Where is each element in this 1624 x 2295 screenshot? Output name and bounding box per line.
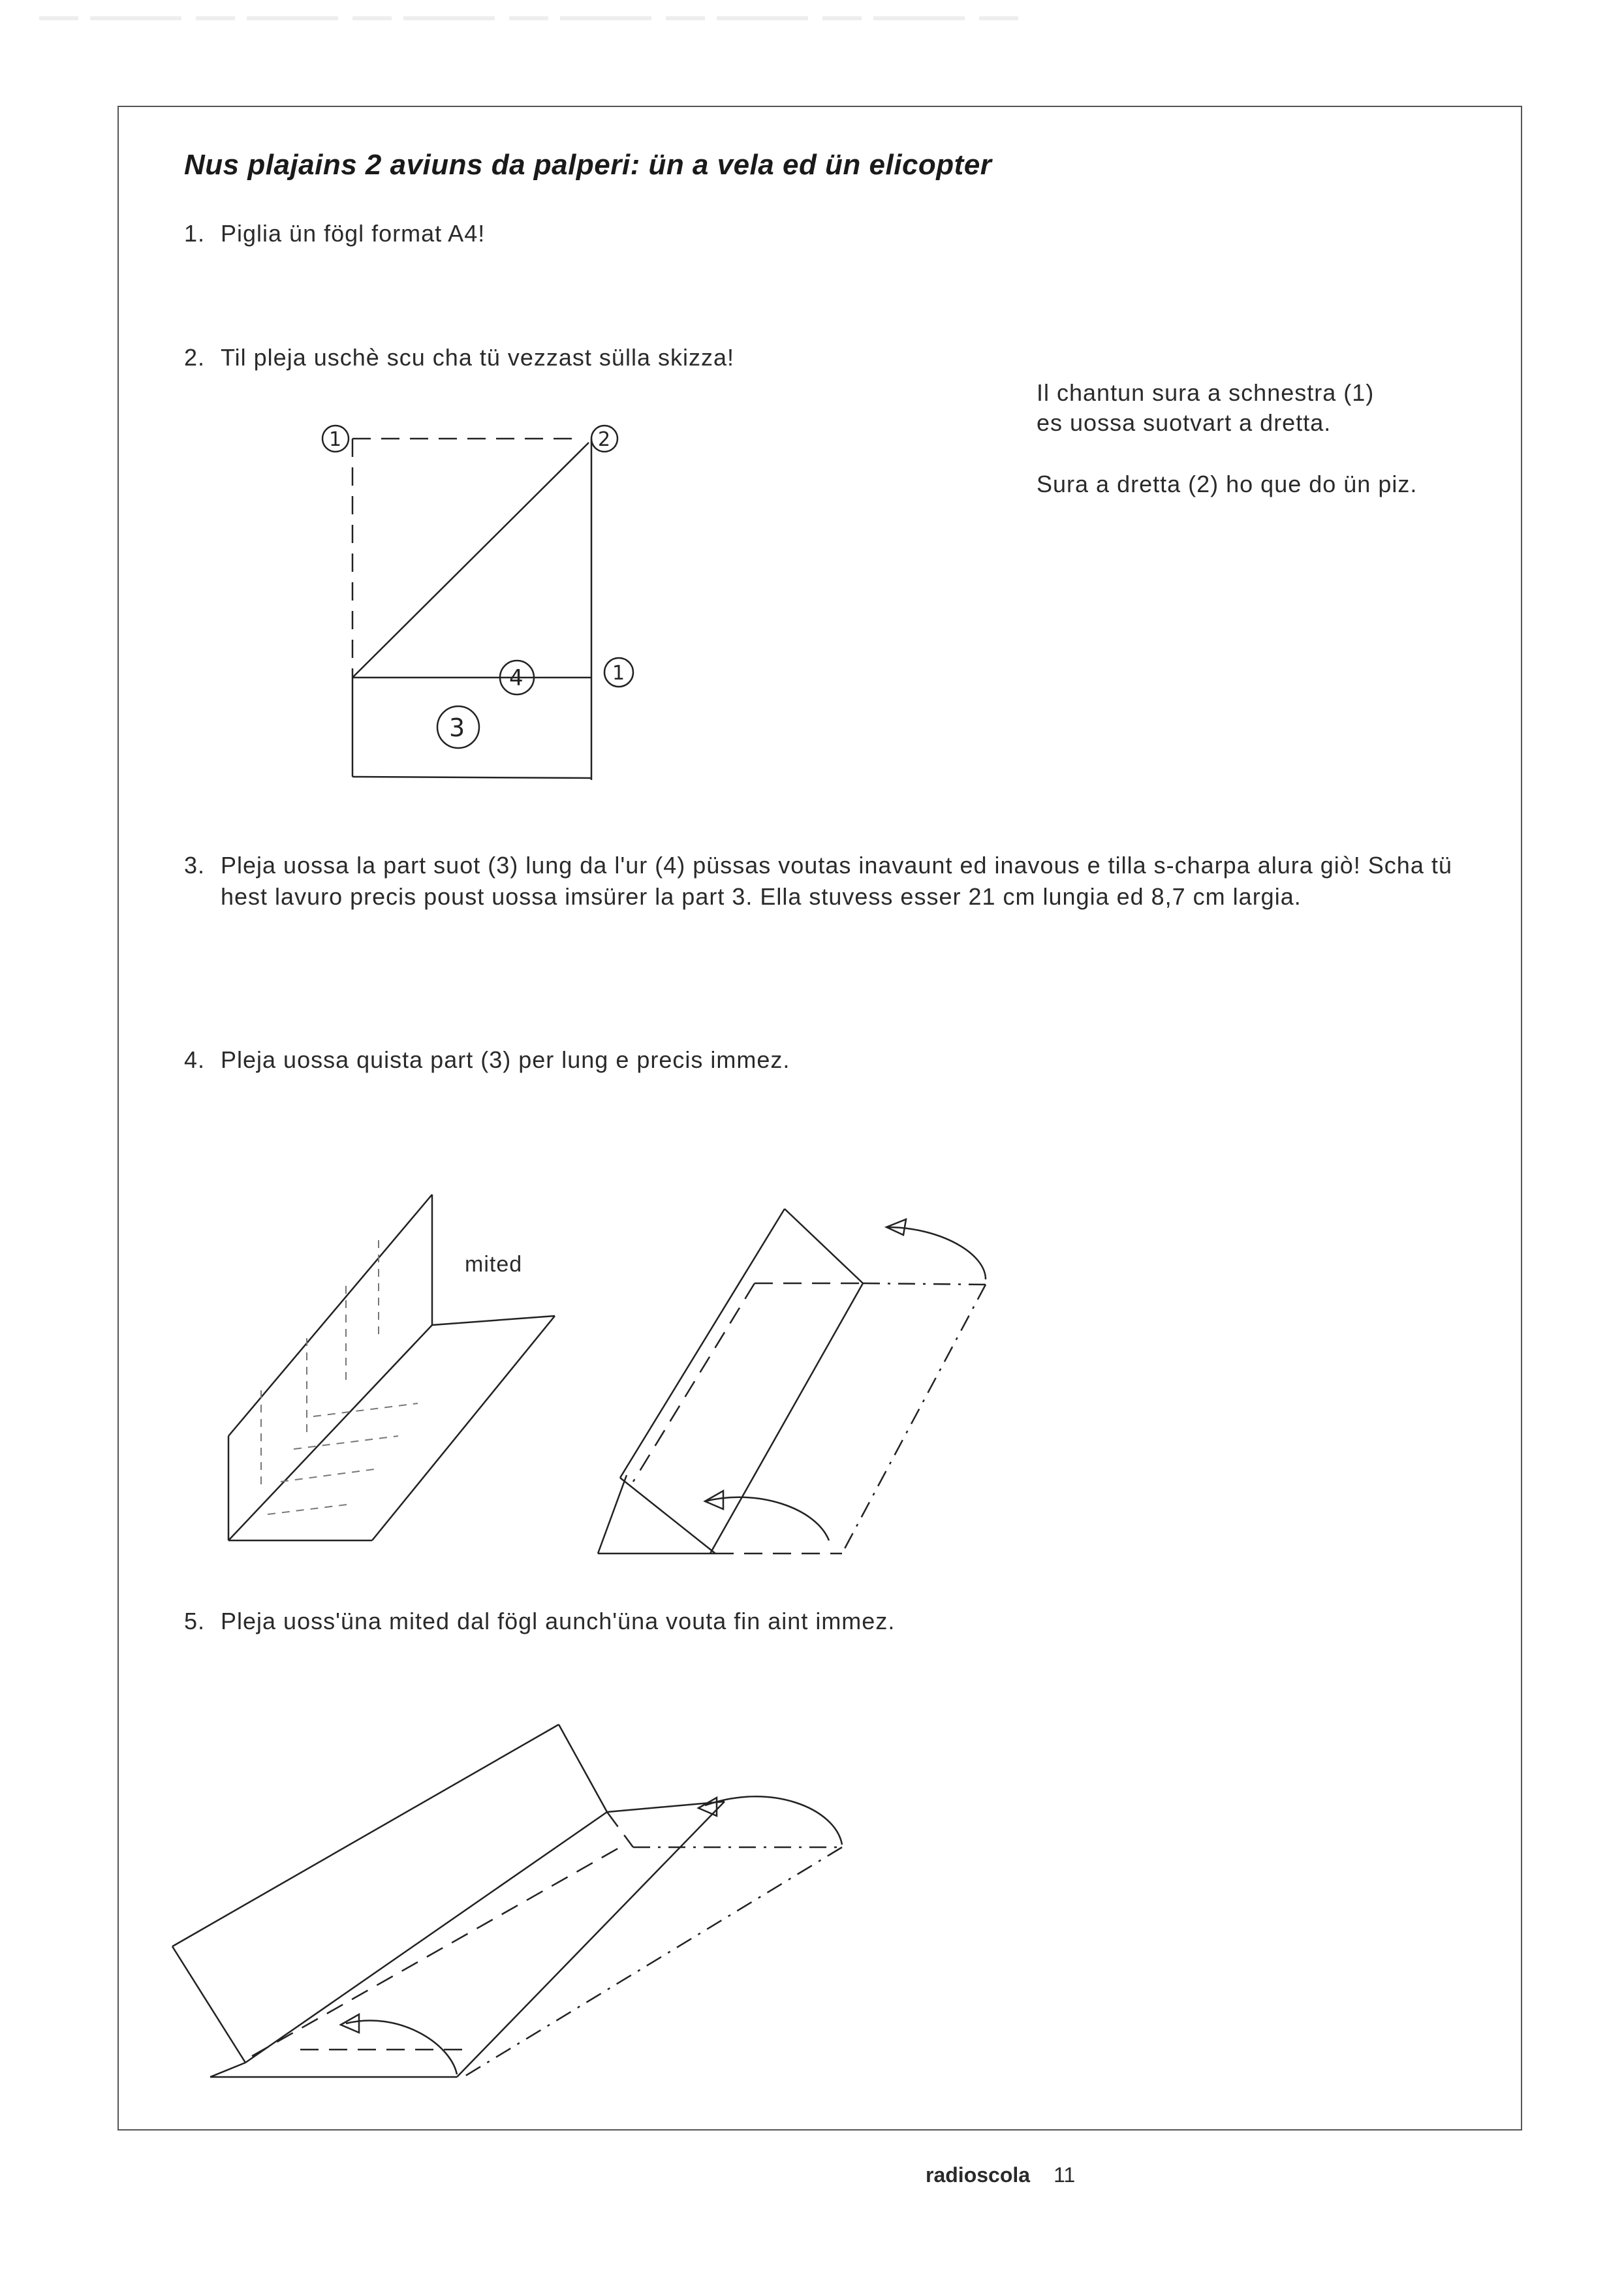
marker-label-4: 4 xyxy=(509,665,523,691)
sketch-diagonal-fold xyxy=(352,443,589,678)
step-5-text: Pleja uoss'üna mited dal fögl aunch'üna vouta fin aint immez. xyxy=(221,1608,896,1634)
sketch-bottom-edge xyxy=(352,777,591,778)
wing-inner-edge xyxy=(620,1478,715,1553)
plane-top-edge xyxy=(172,1725,559,1946)
plane-dashdot-diagonal xyxy=(463,1847,842,2077)
step-1 xyxy=(184,218,1463,249)
fold-sketch-step-4-right xyxy=(594,1201,1012,1567)
wing-fold-line xyxy=(710,1283,863,1553)
fold-sketch-step-2 xyxy=(307,405,672,796)
scan-artifact xyxy=(39,9,1018,29)
footer-brand: radioscola xyxy=(926,2163,1031,2187)
hatch-line xyxy=(313,1403,418,1416)
plane-nose-edge xyxy=(559,1725,607,1812)
dashed-left xyxy=(633,1283,755,1482)
hatch-line xyxy=(268,1504,352,1514)
fold-arrow-5-top-curve xyxy=(705,1796,842,1845)
step-3-number: 3. xyxy=(184,852,206,879)
wing-left-edge xyxy=(620,1209,785,1478)
wing-top-edge xyxy=(785,1209,863,1283)
step-4-number: 4. xyxy=(184,1046,206,1073)
hatch-line xyxy=(294,1436,398,1449)
fold-arrow-top-curve xyxy=(886,1227,986,1279)
strip-fold-crease xyxy=(228,1325,432,1540)
dashdot-right xyxy=(842,1285,986,1553)
mited-label: mited xyxy=(465,1252,523,1277)
page-title: Nus plajains 2 aviuns da palperi: ün a vela ed ün elicopter xyxy=(184,149,992,181)
note-line-1: Il chantun sura a schnestra (1) xyxy=(1037,379,1375,406)
plane-tail-left xyxy=(210,2063,245,2077)
plane-wing-diagonal xyxy=(457,1802,725,2077)
marker-label-3: 3 xyxy=(449,713,465,742)
strip-top-edge xyxy=(228,1194,432,1436)
scan-artifact-marks xyxy=(39,9,1018,29)
wing-base-left xyxy=(598,1475,627,1553)
step-4-text: Pleja uossa quista part (3) per lung e precis immez. xyxy=(221,1046,790,1073)
step-1-number: 1. xyxy=(184,220,206,247)
step-3-text: Pleja uossa la part suot (3) lung da l'ur (4) püssas voutas inavaunt ed inavous e tilla s-charpa alura giò! Scha tü hest lavuro precis poust uossa imsürer la part 3. Ella stuvess esser 21 cm lungia ed 8,7 cm largia. xyxy=(221,852,1452,910)
fold-arrow-5-bottom-head xyxy=(341,2014,359,2033)
page-footer xyxy=(926,2163,1075,2187)
note-line-2: es uossa suotvart a dretta. xyxy=(1037,409,1332,436)
step-5 xyxy=(184,1606,1463,1637)
strip-right-top xyxy=(432,1316,555,1325)
note-line-3: Sura a dretta (2) ho que do ün piz. xyxy=(1037,471,1418,497)
step-2 xyxy=(184,342,1463,373)
step-4 xyxy=(184,1044,1463,1076)
page-number: 11 xyxy=(1054,2163,1076,2187)
step-5-number: 5. xyxy=(184,1608,206,1634)
plane-fold-crease xyxy=(245,1812,607,2063)
fold-sketch-step-4-left xyxy=(222,1188,574,1553)
step-2-text: Til pleja uschè scu cha tü vezzast sülla skizza! xyxy=(221,344,734,371)
plane-dashed-fold xyxy=(252,1847,620,2056)
plane-left-edge xyxy=(172,1946,245,2063)
strip-right-diagonal xyxy=(372,1316,555,1540)
marker-label-1-top: 1 xyxy=(329,428,342,451)
plane-dashed-nose xyxy=(607,1812,633,1847)
fold-arrow-5-bottom-curve xyxy=(346,2020,457,2074)
dashdot-top xyxy=(863,1283,986,1285)
step-3 xyxy=(184,850,1463,913)
marker-label-1-right: 1 xyxy=(612,662,625,685)
marker-label-2: 2 xyxy=(598,428,611,451)
step-1-text: Piglia ün fögl format A4! xyxy=(221,220,486,247)
step-2-number: 2. xyxy=(184,344,206,371)
fold-sketch-step-5 xyxy=(163,1717,881,2082)
